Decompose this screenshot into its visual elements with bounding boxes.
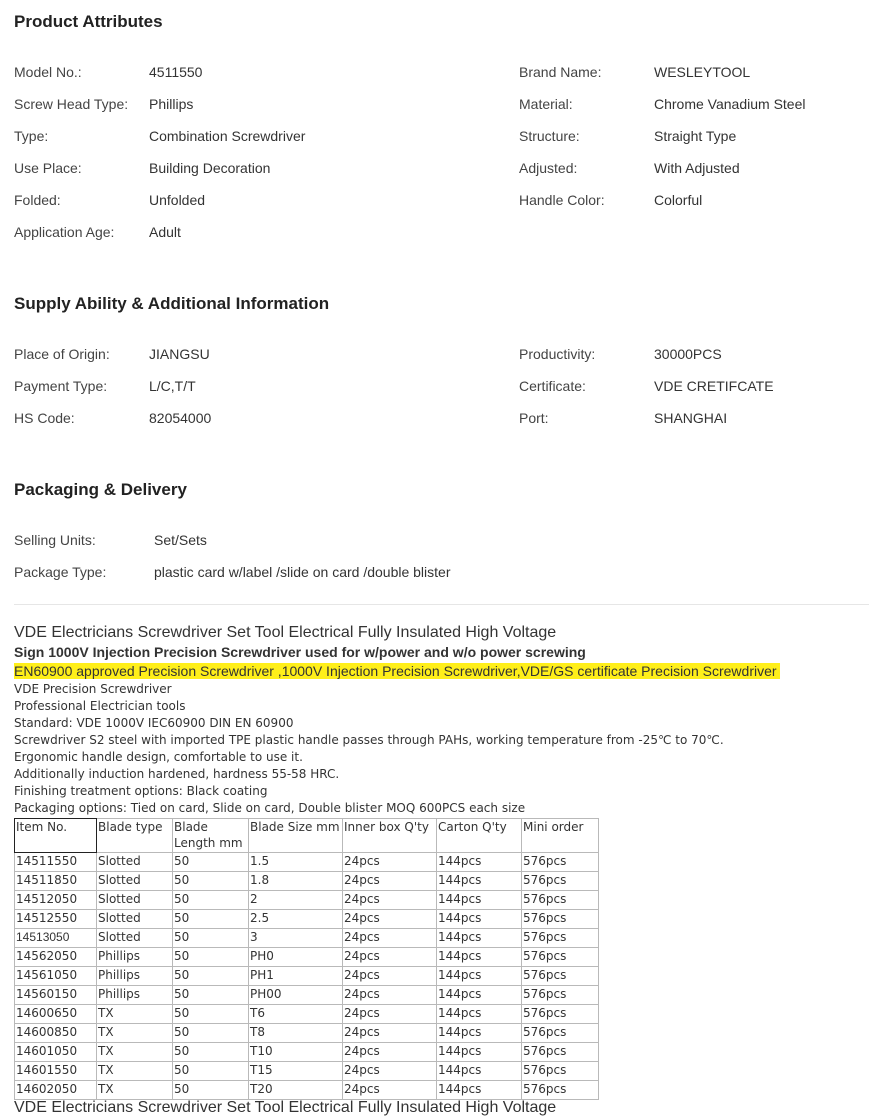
description-title: VDE Electricians Screwdriver Set Tool Electrical Fully Insulated High Voltage bbox=[14, 624, 557, 641]
table-cell: TX bbox=[97, 1024, 173, 1043]
table-cell: 576pcs bbox=[522, 1005, 599, 1024]
packaging-label-selling-units: Selling Units: bbox=[14, 532, 96, 548]
table-cell: 2.5 bbox=[249, 910, 343, 929]
table-cell: 144pcs bbox=[437, 1043, 522, 1062]
table-cell: 14512050 bbox=[15, 891, 97, 910]
table-header-cell: Carton Q'ty bbox=[437, 819, 522, 853]
attr-label-model: Model No.: bbox=[14, 64, 82, 80]
table-cell: 24pcs bbox=[343, 1005, 437, 1024]
attr-value-material: Chrome Vanadium Steel bbox=[654, 96, 806, 112]
table-cell: 576pcs bbox=[522, 1081, 599, 1100]
attr-label-structure: Structure: bbox=[519, 128, 580, 144]
table-cell: PH1 bbox=[249, 967, 343, 986]
supply-label-payment: Payment Type: bbox=[14, 378, 108, 394]
table-cell: 14511550 bbox=[15, 853, 97, 872]
supply-label-productivity: Productivity: bbox=[519, 346, 596, 362]
description-line: Additionally induction hardened, hardness 55-58 HRC. bbox=[14, 767, 340, 781]
table-cell: 24pcs bbox=[343, 1062, 437, 1081]
section-divider bbox=[14, 604, 869, 605]
table-cell: 2 bbox=[249, 891, 343, 910]
table-cell: 576pcs bbox=[522, 948, 599, 967]
table-row bbox=[15, 853, 599, 872]
attr-value-screw-head: Phillips bbox=[149, 96, 194, 112]
table-cell: 576pcs bbox=[522, 986, 599, 1005]
supply-value-hs-code: 82054000 bbox=[149, 410, 212, 426]
supply-value-port: SHANGHAI bbox=[654, 410, 728, 426]
table-row bbox=[15, 891, 599, 910]
attr-value-use-place: Building Decoration bbox=[149, 160, 271, 176]
table-cell: 14513050 bbox=[15, 929, 97, 948]
table-cell: 576pcs bbox=[522, 910, 599, 929]
table-cell: PH00 bbox=[249, 986, 343, 1005]
table-cell: 50 bbox=[173, 967, 249, 986]
table-cell: 24pcs bbox=[343, 1024, 437, 1043]
table-cell: 576pcs bbox=[522, 872, 599, 891]
supply-value-certificate: VDE CRETIFCATE bbox=[654, 378, 774, 394]
spec-table bbox=[14, 818, 599, 1100]
table-cell: 144pcs bbox=[437, 910, 522, 929]
table-cell: 14561050 bbox=[15, 967, 97, 986]
attr-value-type: Combination Screwdriver bbox=[149, 128, 306, 144]
table-row bbox=[15, 986, 599, 1005]
table-cell: 576pcs bbox=[522, 929, 599, 948]
table-cell: Slotted bbox=[97, 910, 173, 929]
attr-value-adjusted: With Adjusted bbox=[654, 160, 740, 176]
table-cell: 24pcs bbox=[343, 967, 437, 986]
table-cell: 14602050 bbox=[15, 1081, 97, 1100]
supply-value-productivity: 30000PCS bbox=[654, 346, 722, 362]
table-cell: 50 bbox=[173, 1062, 249, 1081]
table-header-cell: Blade Size mm bbox=[249, 819, 343, 853]
table-cell: 144pcs bbox=[437, 853, 522, 872]
table-cell: Slotted bbox=[97, 891, 173, 910]
table-cell: 50 bbox=[173, 948, 249, 967]
table-cell: Phillips bbox=[97, 967, 173, 986]
table-cell: 24pcs bbox=[343, 872, 437, 891]
description-line: Standard: VDE 1000V IEC60900 DIN EN 60900 bbox=[14, 716, 294, 730]
table-cell: 576pcs bbox=[522, 853, 599, 872]
table-header-cell: Blade type bbox=[97, 819, 173, 853]
table-header-cell: Mini order bbox=[522, 819, 599, 853]
table-cell: 14601550 bbox=[15, 1062, 97, 1081]
table-cell: T15 bbox=[249, 1062, 343, 1081]
table-cell: 14512550 bbox=[15, 910, 97, 929]
table-cell: 24pcs bbox=[343, 853, 437, 872]
section-title-supply: Supply Ability & Additional Information bbox=[14, 294, 330, 313]
table-cell: T8 bbox=[249, 1024, 343, 1043]
table-row bbox=[15, 1005, 599, 1024]
packaging-value-package-type: plastic card w/label /slide on card /double blister bbox=[154, 564, 451, 580]
table-row bbox=[15, 1043, 599, 1062]
packaging-value-selling-units: Set/Sets bbox=[154, 532, 207, 548]
table-cell: 144pcs bbox=[437, 1062, 522, 1081]
description-line: Packaging options: Tied on card, Slide on card, Double blister MOQ 600PCS each size bbox=[14, 801, 526, 815]
table-cell: 24pcs bbox=[343, 948, 437, 967]
description-line: Professional Electrician tools bbox=[14, 699, 186, 713]
table-cell: 3 bbox=[249, 929, 343, 948]
table-cell: 14600850 bbox=[15, 1024, 97, 1043]
description-line: Ergonomic handle design, comfortable to use it. bbox=[14, 750, 303, 764]
table-row bbox=[15, 1024, 599, 1043]
table-row bbox=[15, 1062, 599, 1081]
table-cell: 50 bbox=[173, 891, 249, 910]
table-cell: 50 bbox=[173, 986, 249, 1005]
table-cell: 144pcs bbox=[437, 872, 522, 891]
attr-value-folded: Unfolded bbox=[149, 192, 206, 208]
table-cell: TX bbox=[97, 1043, 173, 1062]
table-cell: T10 bbox=[249, 1043, 343, 1062]
attr-label-use-place: Use Place: bbox=[14, 160, 82, 176]
description-sign: Sign 1000V Injection Precision Screwdriver used for w/power and w/o power screwing bbox=[14, 644, 586, 660]
table-cell: 1.8 bbox=[249, 872, 343, 891]
table-cell: 14600650 bbox=[15, 1005, 97, 1024]
table-cell: 50 bbox=[173, 910, 249, 929]
table-cell: Phillips bbox=[97, 948, 173, 967]
packaging-label-package-type: Package Type: bbox=[14, 564, 107, 580]
table-cell: 576pcs bbox=[522, 891, 599, 910]
table-cell: 576pcs bbox=[522, 1043, 599, 1062]
table-cell: 144pcs bbox=[437, 986, 522, 1005]
table-cell: 144pcs bbox=[437, 1081, 522, 1100]
table-header-cell: Blade Length mm bbox=[173, 819, 249, 853]
table-header-cell: Inner box Q'ty bbox=[343, 819, 437, 853]
attr-label-screw-head: Screw Head Type: bbox=[14, 96, 129, 112]
table-row bbox=[15, 929, 599, 948]
description-line: Finishing treatment options: Black coating bbox=[14, 784, 268, 798]
supply-label-origin: Place of Origin: bbox=[14, 346, 110, 362]
table-cell: 50 bbox=[173, 1024, 249, 1043]
attr-label-folded: Folded: bbox=[14, 192, 61, 208]
table-cell: 24pcs bbox=[343, 1043, 437, 1062]
description-footer-title: VDE Electricians Screwdriver Set Tool Electrical Fully Insulated High Voltage bbox=[14, 1099, 557, 1116]
attr-label-brand: Brand Name: bbox=[519, 64, 602, 80]
table-row bbox=[15, 872, 599, 891]
table-cell: 144pcs bbox=[437, 891, 522, 910]
table-row bbox=[15, 967, 599, 986]
supply-label-hs-code: HS Code: bbox=[14, 410, 75, 426]
table-cell: Slotted bbox=[97, 929, 173, 948]
table-cell: Phillips bbox=[97, 986, 173, 1005]
supply-value-payment: L/C,T/T bbox=[149, 378, 196, 394]
attr-label-handle-color: Handle Color: bbox=[519, 192, 605, 208]
table-cell: 24pcs bbox=[343, 929, 437, 948]
attr-value-handle-color: Colorful bbox=[654, 192, 703, 208]
table-cell: 144pcs bbox=[437, 1024, 522, 1043]
table-cell: 144pcs bbox=[437, 1005, 522, 1024]
table-cell: 24pcs bbox=[343, 986, 437, 1005]
table-cell: 50 bbox=[173, 929, 249, 948]
attr-value-model: 4511550 bbox=[149, 64, 203, 80]
table-row bbox=[15, 910, 599, 929]
table-cell: TX bbox=[97, 1081, 173, 1100]
table-cell: 50 bbox=[173, 1081, 249, 1100]
table-cell: Slotted bbox=[97, 853, 173, 872]
table-header-row bbox=[15, 819, 599, 853]
table-cell: TX bbox=[97, 1062, 173, 1081]
table-cell: 24pcs bbox=[343, 891, 437, 910]
table-cell: 50 bbox=[173, 1005, 249, 1024]
table-cell: 50 bbox=[173, 853, 249, 872]
attr-label-type: Type: bbox=[14, 128, 49, 144]
description-highlight: EN60900 approved Precision Screwdriver ,1000V Injection Precision Screwdriver,VDE/GS certificate Precision Screwdriver bbox=[14, 663, 780, 679]
attr-value-structure: Straight Type bbox=[654, 128, 737, 144]
table-cell: 50 bbox=[173, 872, 249, 891]
table-cell: 1.5 bbox=[249, 853, 343, 872]
table-cell: T6 bbox=[249, 1005, 343, 1024]
table-cell: 14511850 bbox=[15, 872, 97, 891]
table-cell: 144pcs bbox=[437, 967, 522, 986]
table-cell: TX bbox=[97, 1005, 173, 1024]
table-cell: 144pcs bbox=[437, 929, 522, 948]
attr-label-adjusted: Adjusted: bbox=[519, 160, 578, 176]
table-cell: 576pcs bbox=[522, 1024, 599, 1043]
attr-value-brand: WESLEYTOOL bbox=[654, 64, 751, 80]
table-cell: 24pcs bbox=[343, 1081, 437, 1100]
attr-label-application-age: Application Age: bbox=[14, 224, 115, 240]
description-line: Screwdriver S2 steel with imported TPE plastic handle passes through PAHs, working temperature from -25℃ to 70℃. bbox=[14, 733, 724, 747]
section-title-product-attributes: Product Attributes bbox=[14, 12, 163, 31]
table-cell: 24pcs bbox=[343, 910, 437, 929]
table-cell: 50 bbox=[173, 1043, 249, 1062]
attr-value-application-age: Adult bbox=[149, 224, 181, 240]
table-row bbox=[15, 1081, 599, 1100]
table-header-cell: Item No. bbox=[15, 819, 97, 853]
table-cell: 14601050 bbox=[15, 1043, 97, 1062]
table-row bbox=[15, 948, 599, 967]
table-cell: 576pcs bbox=[522, 1062, 599, 1081]
supply-label-port: Port: bbox=[519, 410, 549, 426]
table-cell: 14562050 bbox=[15, 948, 97, 967]
table-cell: T20 bbox=[249, 1081, 343, 1100]
table-cell: 14560150 bbox=[15, 986, 97, 1005]
table-cell: Slotted bbox=[97, 872, 173, 891]
attr-label-material: Material: bbox=[519, 96, 573, 112]
supply-value-origin: JIANGSU bbox=[149, 346, 210, 362]
section-title-packaging: Packaging & Delivery bbox=[14, 480, 187, 499]
table-cell: 576pcs bbox=[522, 967, 599, 986]
description-line: VDE Precision Screwdriver bbox=[14, 682, 172, 696]
table-cell: 144pcs bbox=[437, 948, 522, 967]
supply-label-certificate: Certificate: bbox=[519, 378, 586, 394]
table-cell: PH0 bbox=[249, 948, 343, 967]
